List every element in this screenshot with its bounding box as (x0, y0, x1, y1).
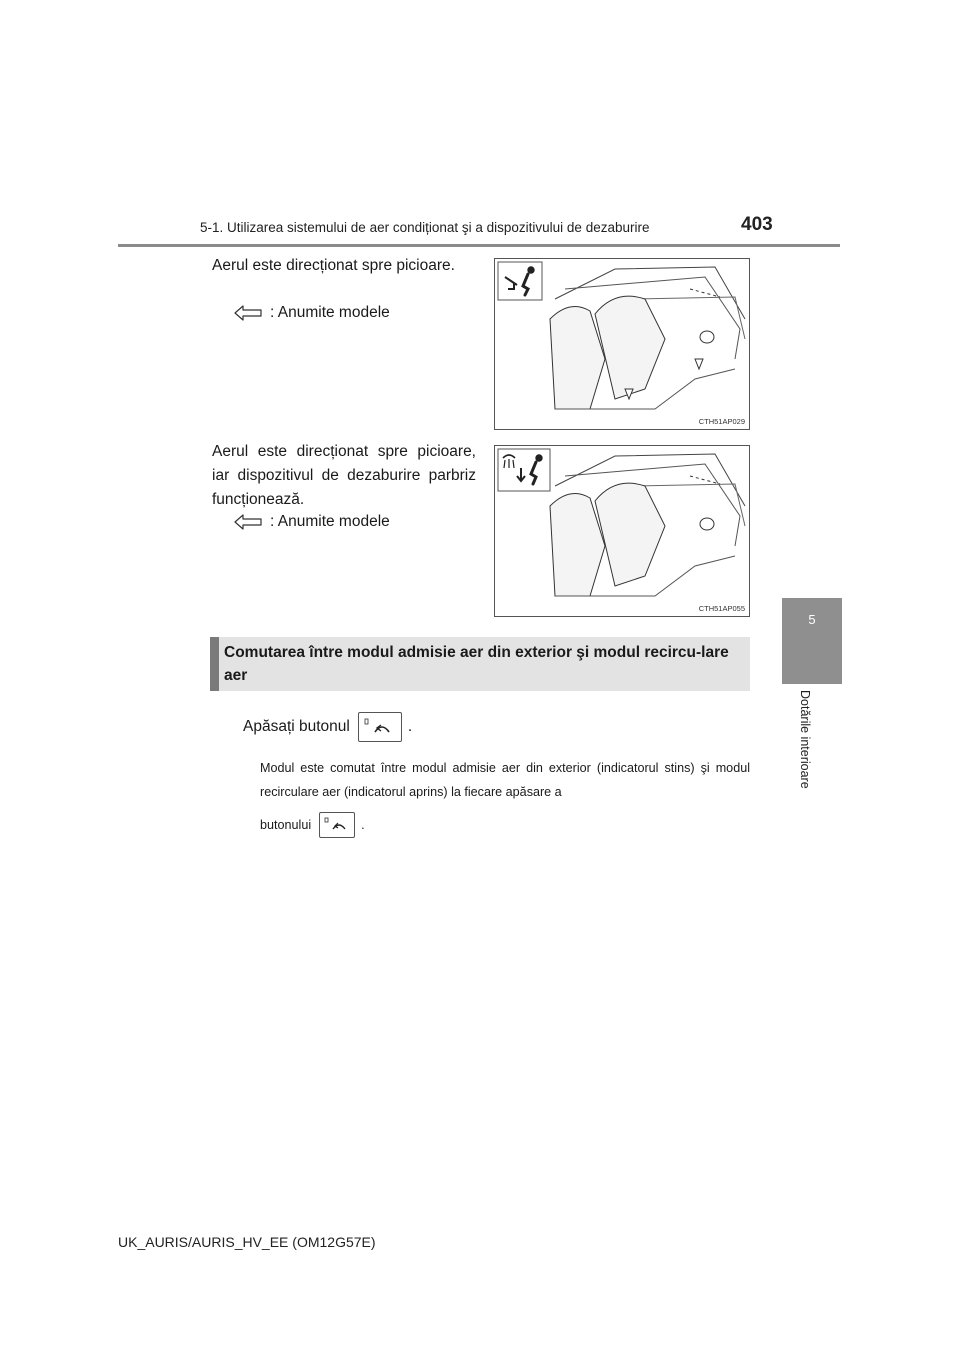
mode-2-description: Aerul este direcționat spre picioare, iar dispozitivul de dezaburire parbriz funcționează. (212, 443, 476, 508)
mode-1-note (234, 304, 390, 322)
figure-code: CTH51AP055 (698, 604, 745, 613)
section-body-tail-text: butonului (260, 818, 312, 832)
mode-2-illustration (494, 445, 750, 617)
section-body: Modul este comutat între modul admisie aer din exterior (indicatorul stins) şi modul recirculare aer (indicatorul aprins) la fiecare apăsare a (260, 761, 750, 799)
chapter-tab-number: 5 (808, 612, 816, 627)
header-divider (118, 244, 840, 247)
section-title: Comutarea între modul admisie aer din exterior şi modul recircu-lare aer (224, 644, 729, 684)
mode-2-note-text: : Anumite modele (270, 513, 390, 530)
left-arrow-icon (234, 514, 262, 530)
model-code: UK_AURIS/AURIS_HV_EE (OM12G57E) (118, 1234, 376, 1250)
section-body-tail-end: . (361, 818, 365, 832)
chapter-side-label: Dotările interioare (798, 690, 812, 789)
section-heading (210, 637, 750, 691)
section-heading-bar (210, 637, 219, 691)
recirculation-button-icon (358, 712, 402, 742)
instruction-end: . (407, 718, 413, 735)
car-interior-foot-illustration (495, 259, 750, 430)
car-interior-defrost-illustration (495, 446, 750, 617)
mode-1-note-text: : Anumite modele (270, 304, 390, 321)
instruction-text: Apăsați butonul (243, 718, 350, 735)
recirculation-button-icon (319, 812, 355, 838)
left-arrow-icon (234, 305, 262, 321)
figure-code: CTH51AP029 (698, 417, 745, 426)
mode-1-description: Aerul este direcționat spre picioare. (212, 257, 455, 274)
chapter-tab (782, 598, 842, 684)
page-number: 403 (741, 214, 773, 235)
chapter-header: 5-1. Utilizarea sistemului de aer condiționat şi a dispozitivului de dezaburire (200, 220, 650, 235)
mode-1-illustration (494, 258, 750, 430)
mode-2-note (234, 513, 390, 531)
instruction (243, 712, 412, 742)
section-body-tail (260, 812, 365, 838)
